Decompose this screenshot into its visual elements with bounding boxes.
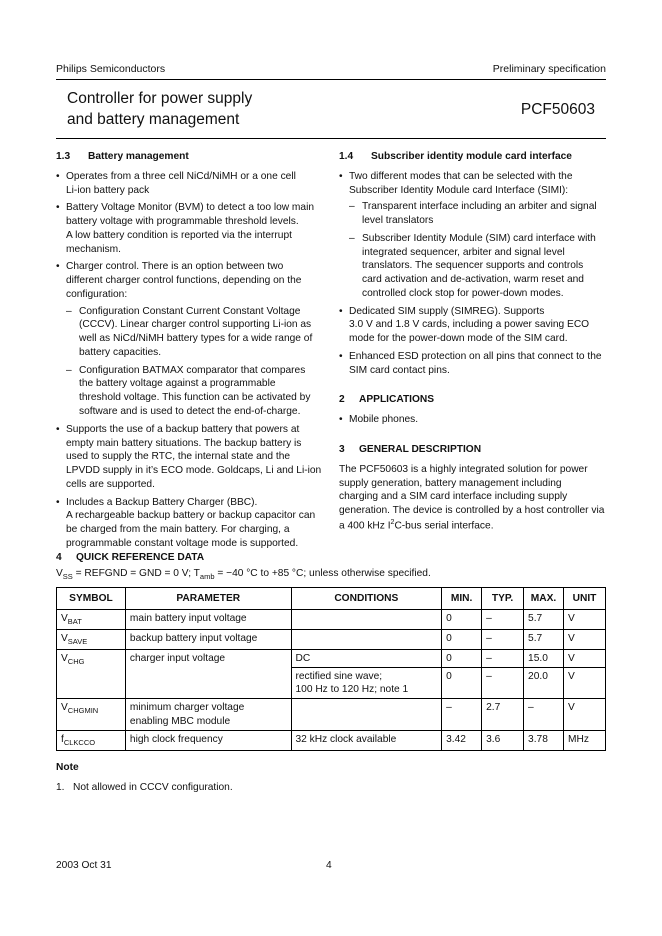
section-heading-4: 4 QUICK REFERENCE DATA (56, 552, 205, 563)
table-header-row: SYMBOL PARAMETER CONDITIONS MIN. TYP. MAX. UNIT (57, 587, 606, 609)
table-row: $f_{CLKCCO}$ high clock frequency 32 kHz clock available 3.42 3.6 3.78 MHz (57, 730, 606, 750)
page-number: 4 (326, 860, 332, 871)
list-item: • Mobile phones. (339, 413, 607, 427)
document-title: Controller for power supply and battery management (67, 90, 253, 128)
list-item: • Enhanced ESD protection on all pins that connect to the SIM card contact pins. (339, 350, 607, 378)
sub-list-item: – Subscriber Identity Module (SIM) card interface with integrated sequencer, arbiter and signal level translators. The sequencer supports and controls card activation and de-activation, warm reset and controlled clock stop for power-down modes. (349, 232, 607, 301)
section-heading-3: 3 GENERAL DESCRIPTION (339, 444, 482, 456)
table-row: $V_{SAVE}$ backup battery input voltage 0 – 5.7 V (57, 629, 606, 649)
header-rule (56, 79, 606, 80)
applications-list (339, 413, 607, 427)
quick-reference-section (56, 551, 606, 794)
table-row: $V_{BAT}$ main battery input voltage 0 – 5.7 V (57, 610, 606, 630)
sim-interface-list (339, 170, 607, 378)
section-heading-1-3: 1.3 Battery management (56, 151, 189, 162)
sub-list-item: – Transparent interface including an arbiter and signal level translators (349, 200, 607, 228)
header-company: Philips Semiconductors (56, 63, 166, 75)
battery-management-list (56, 170, 324, 551)
section-heading-1-4: 1.4 Subscriber identity module card interface (339, 151, 572, 162)
sub-list-item: – Configuration BATMAX comparator that compares the battery voltage against a programmable threshold voltage. This function can be activated by software and is used to detect the end-of-charge. (66, 364, 324, 419)
conditions-line: $V_{SS}$ = REFGND = GND = 0 V; $T_{amb} = -40$ °C to +85 °C; unless otherwise specified. (56, 567, 431, 581)
table-row: $V_{CHGMIN}$ minimum charger voltage enabling MBC module – 2.7 – V (57, 699, 606, 731)
table-row: rectified sine wave; 100 Hz to 120 Hz; note 1 0 – 20.0 V (57, 667, 606, 699)
note-heading: Note (56, 761, 79, 773)
table-row: $V_{CHG}$ charger input voltage DC 0 – 15.0 V (57, 649, 606, 667)
list-item: • Dedicated SIM supply (SIMREG). Supports 3.0 V and 1.8 V cards, including a power saving ECO mode for the power-down mode of the SIM card. (339, 305, 607, 346)
list-item: • Operates from a three cell NiCd/NiMH or a one cell Li-ion battery pack (56, 170, 324, 198)
title-rule (56, 138, 606, 139)
list-item: • Two different modes that can be selected with the Subscriber Identity Module card Interface (SIMI): – Transparent interface including an arbiter and signal level translators – Subscriber Identity Module (SIM) card interface with integrated sequencer, arbiter and signal level translators. The sequencer supports and controls card activation and de-activation, warm reset and controlled clock stop for power-down modes. (339, 170, 607, 301)
part-number: PCF50603 (520, 101, 595, 118)
list-item: • Charger control. There is an option between two different charger control functions, depending on the configuration: – Configuration Constant Current Constant Voltage (CCCV). Linear charger control supporting Li-ion as well as NiCd/NiMH battery types for a wide range of battery capacities. – Configuration BATMAX comparator that compares the battery voltage against a programmable threshold voltage. This function can be activated by software and is used to detect the end-of-charge. (56, 260, 324, 418)
list-item: • Battery Voltage Monitor (BVM) to detect a too low main battery voltage with programmable threshold levels. A low battery condition is reported via the interrupt mechanism. (56, 201, 324, 256)
left-column (56, 150, 324, 555)
note-1: 1. Not allowed in CCCV configuration. (56, 781, 233, 793)
quick-reference-table (56, 587, 606, 751)
footer-date: 2003 Oct 31 (56, 860, 112, 871)
header-doc-type: Preliminary specification (492, 63, 606, 75)
section-heading-2: 2 APPLICATIONS (339, 394, 435, 406)
general-description: The PCF50603 is a highly integrated solution for power supply generation, battery management including charging and a SIM card interface including supply generation. The device is controlled by a host controller via a 400 kHz $I^2C$-bus serial interface. (339, 463, 605, 532)
sub-list-item: – Configuration Constant Current Constant Voltage (CCCV). Linear charger control supporting Li-ion as well as NiCd/NiMH battery types for a wide range of battery capacities. (66, 305, 324, 360)
list-item: • Includes a Backup Battery Charger (BBC). A rechargeable backup battery or backup capacitor can be charged from the main battery. For charging, a programmable constant voltage mode is supported. (56, 496, 324, 551)
list-item: • Supports the use of a backup battery that powers at empty main battery situations. The backup battery is used to supply the RTC, the internal state and the LPVDD supply in it’s ECO mode. Goldcaps, Li and Li-ion cells are supported. (56, 423, 324, 492)
right-column (339, 150, 607, 539)
